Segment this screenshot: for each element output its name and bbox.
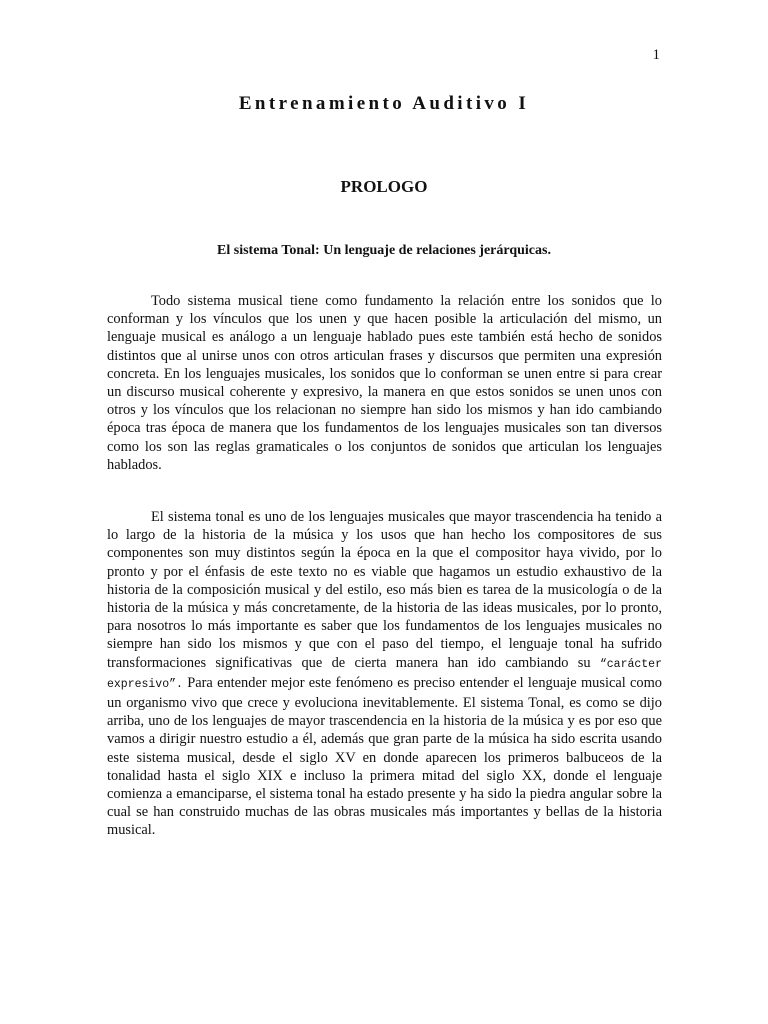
paragraph-1: Todo sistema musical tiene como fundamento la relación entre los sonidos que lo conforman y los vínculos que los unen y que hacen posible la articulación del mismo, un lenguaje musical es análogo a un lenguaje hablado pues este también está hecho de sonidos distintos que al unirse unos con otros articulan frases y discursos que permiten una expresión concreta. En los lenguajes musicales, los sonidos que lo conforman se unen entre si para crear un discurso musical coherente y expresivo, la manera en que estos sonidos se unen unos con otros y los vínculos que los relacionan no siempre han sido los mismos y han ido cambiando época tras época de manera que los fundamentos de los lenguajes musicales son tan diversos como los son las reglas gramaticales o los conjuntos de sonidos que articulan los lenguajes hablados.	[107, 293, 662, 473]
document-title: Entrenamiento Auditivo I	[238, 93, 530, 114]
page-number: 1	[652, 47, 660, 63]
paragraph-2-text-start: El sistema tonal es uno de los lenguajes musicales que mayor trascendencia ha tenido a lo largo de la historia de la música y los usos que han hecho los compositores de sus componentes son muy distintos según la época en la que el compositor haya vivido, por lo pronto y por el énfasis de este texto no es viable que hagamos un estudio exhaustivo de la historia de la composición musical y del estilo, eso más bien es tarea de la musicología o de la historia de la música y más concretamente, de la historia de las ideas musicales, por lo pronto, para nosotros lo más importante es saber que los fundamentos de los lenguajes musicales no siempre han sido los mismos y que con el paso del tiempo, el lenguaje tonal ha sufrido transformaciones significativas que de cierta manera han ido cambiando su	[107, 509, 662, 671]
paragraph-2-quoted-term: “carácter expresivo”.	[107, 657, 662, 691]
section-title: PROLOGO	[340, 177, 428, 196]
paragraph-2	[107, 508, 662, 840]
paragraph-2-text-end: Para entender mejor este fenómeno es preciso entender el lenguaje musical como un organismo vivo que crece y evoluciona inevitablemente. El sistema Tonal, es como se dijo arriba, uno de los lenguajes de mayor trascendencia en la historia de la música y es por eso que vamos a dirigir nuestro estudio a él, además que gran parte de la música ha sido escrita usando este sistema musical, desde el siglo XV en donde aparecen los primeros balbuceos de la tonalidad hasta el siglo XIX e incluso la primera mitad del siglo XX, donde el lenguaje comienza a emanciparse, el sistema tonal ha estado presente y ha sido la piedra angular sobre la cual se han construido muchas de las obras musicales más importantes y bellas de la historia musical.	[107, 674, 662, 839]
section-subtitle: El sistema Tonal: Un lenguaje de relaciones jerárquicas.	[217, 243, 551, 258]
